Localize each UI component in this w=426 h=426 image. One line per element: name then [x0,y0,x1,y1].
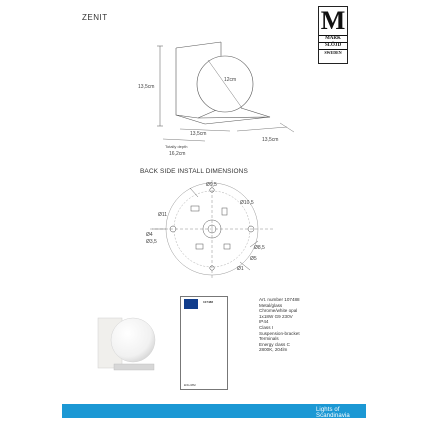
back-dim-3: Ø4 [146,232,153,238]
dim-diameter: 12cm [224,77,237,83]
label-header-block [184,299,198,309]
spec-line: Terminals [259,336,279,342]
back-dim-6: Ø8,5 [254,245,265,251]
back-dim-4: Ø3,5 [146,239,157,245]
back-side-heading: BACK SIDE INSTALL DIMENSIONS [140,168,248,175]
label-article-number: 107488 [203,300,214,304]
spec-line: 2800K, 204lm [259,347,288,353]
dim-total-depth: 16,2cm [169,151,186,157]
footer-tagline: Lights of Scandinavia [316,407,350,419]
label-footer-code: ENG-0862 [184,384,196,387]
back-drawing [150,180,274,278]
spec-line: Class I [259,324,274,330]
logo-mark: M [320,6,346,35]
product-name: ZENIT [82,13,108,22]
back-dim-1: Ø9,5 [206,182,217,188]
spec-line: Energy class C [259,341,290,347]
product-photo [98,318,155,370]
back-dim-7: Ø5 [250,256,257,262]
spec-line: Metal/glass [259,302,283,308]
dim-height: 13,5cm [138,84,155,90]
spec-line: Suspension-bracket [259,330,300,336]
spec-list [259,297,349,353]
logo-line-2: SLÖJD [319,42,347,49]
spec-line: Art. number 107488 [259,297,300,302]
logo-line-1: MARK [319,35,347,42]
front-drawing [157,42,294,141]
back-dim-5: Ø10,5 [240,200,254,206]
logo-line-3: SWEDEN [319,49,347,56]
footer-bar [62,404,366,418]
spec-line: Chrome/white opal [259,308,298,314]
dim-depth-label: Totally depth [165,144,188,149]
energy-label-card [180,296,228,390]
dim-plate-width: 13,5cm [190,131,207,137]
back-dim-2: Ø11 [158,212,168,218]
back-dim-8: Ø1 [237,266,244,272]
spec-line: 1x18W G9 230V [259,313,293,319]
dim-arm-length: 13,5cm [262,137,279,143]
spec-line: IP44 [259,319,269,325]
